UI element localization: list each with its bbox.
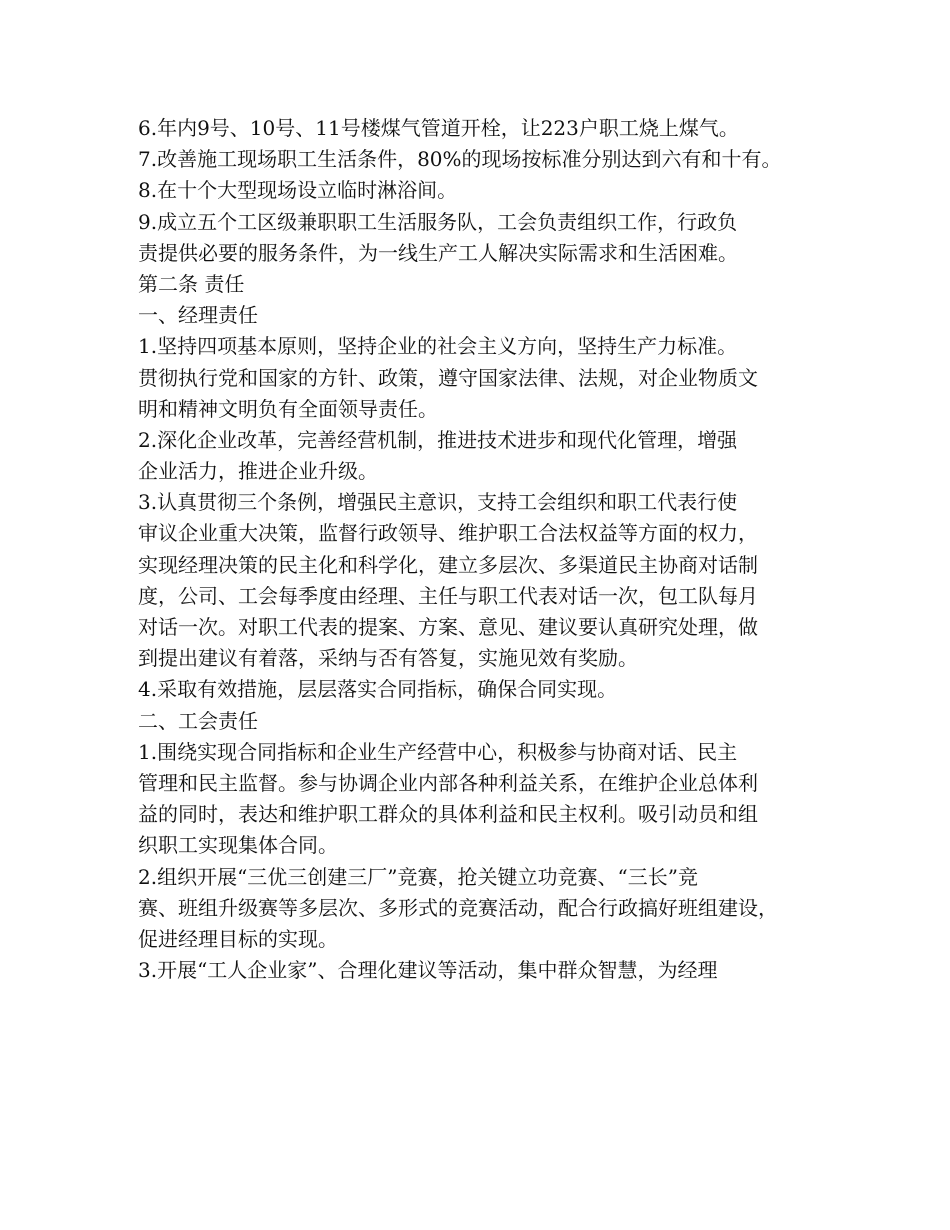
text-line: 1.坚持四项基本原则，坚持企业的社会主义方向，坚持生产力标准。 [138, 334, 738, 359]
text-line: 审议企业重大决策，监督行政领导、维护职工合法权益等方面的权力， [138, 521, 758, 546]
section-heading: 第二条 责任 [138, 271, 245, 296]
text-line: 益的同时，表达和维护职工群众的具体利益和民主权利。吸引动员和组 [138, 802, 758, 827]
text-line: 3.开展“工人企业家”、合理化建议等活动，集中群众智慧，为经理 [138, 958, 718, 983]
text-line: 明和精神文明负有全面领导责任。 [138, 396, 438, 421]
document-body [138, 113, 828, 986]
text-line: 管理和民主监督。参与协调企业内部各种利益关系，在维护企业总体利 [138, 770, 758, 795]
text-line: 贯彻执行党和国家的方针、政策，遵守国家法律、法规，对企业物质文 [138, 365, 758, 390]
text-line: 到提出建议有着落，采纳与否有答复，实施见效有奖励。 [138, 646, 638, 671]
text-line: 赛、班组升级赛等多层次、多形式的竞赛活动，配合行政搞好班组建设， [138, 895, 778, 920]
subsection-heading: 一、经理责任 [138, 303, 258, 328]
text-line: 实现经理决策的民主化和科学化，建立多层次、多渠道民主协商对话制 [138, 552, 758, 577]
text-line: 度，公司、工会每季度由经理、主任与职工代表对话一次，包工队每月 [138, 583, 758, 608]
text-line: 6.年内9号、10号、11号楼煤气管道开栓，让223户职工烧上煤气。 [138, 116, 739, 140]
text-line: 4.采取有效措施，层层落实合同指标，确保合同实现。 [138, 677, 618, 702]
text-line: 2.组织开展“三优三创建三厂”竞赛，抢关键立功竞赛、“三长”竞 [138, 864, 698, 889]
text-line: 2.深化企业改革，完善经营机制，推进技术进步和现代化管理，增强 [138, 427, 738, 452]
text-line: 织职工实现集体合同。 [138, 833, 338, 858]
text-line: 7.改善施工现场职工生活条件，80%的现场按标准分别达到六有和十有。 [138, 147, 782, 172]
text-line: 对话一次。对职工代表的提案、方案、意见、建议要认真研究处理，做 [138, 615, 758, 639]
text-line: 责提供必要的服务条件，为一线生产工人解决实际需求和生活困难。 [138, 240, 738, 265]
text-line: 3.认真贯彻三个条例，增强民主意识，支持工会组织和职工代表行使 [138, 490, 738, 515]
text-line: 1.围绕实现合同指标和企业生产经营中心，积极参与协商对话、民主 [138, 739, 738, 764]
text-line: 企业活力，推进企业升级。 [138, 459, 378, 484]
text-line: 9.成立五个工区级兼职职工生活服务队，工会负责组织工作，行政负 [138, 209, 738, 234]
subsection-heading: 二、工会责任 [138, 708, 258, 733]
text-line: 8.在十个大型现场设立临时淋浴间。 [138, 178, 458, 203]
text-line: 促进经理目标的实现。 [138, 926, 338, 951]
